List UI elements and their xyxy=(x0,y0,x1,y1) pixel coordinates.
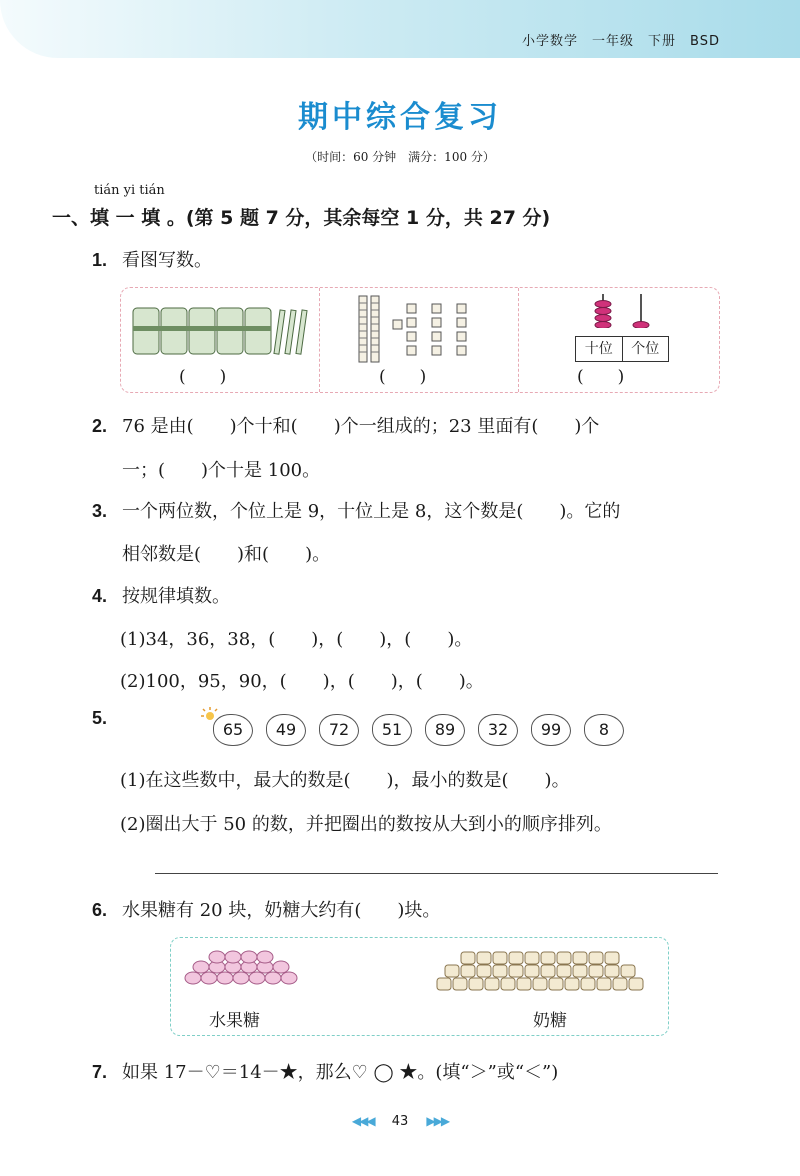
question-text: 如果 17－♡＝14－★，那么♡ ◯ ★。(填“＞”或“＜”) xyxy=(122,1062,559,1083)
question-text: 一个两位数，个位上是 9，十位上是 8，这个数是( )。它的 xyxy=(122,501,621,522)
fruit-candy-icon xyxy=(181,950,306,992)
question-4-part2: (2)100，95，90，( )，( )，( )。 xyxy=(120,671,484,692)
number-bubble[interactable]: 72 xyxy=(319,714,359,746)
sticks-illustration xyxy=(129,302,309,358)
cubes-illustration xyxy=(357,294,487,364)
prev-arrows-icon: ◀◀◀ xyxy=(351,1114,374,1128)
question-6 xyxy=(92,896,440,922)
number-bubble[interactable]: 51 xyxy=(372,714,412,746)
question-2-line2: 一；( )个十是 100。 xyxy=(122,460,321,481)
book-info: 小学数学 一年级 下册 BSD xyxy=(522,34,720,49)
page-title: 期中综合复习 xyxy=(298,100,502,135)
answer-blank[interactable]: ( ) xyxy=(577,367,625,387)
number-bubble[interactable]: 32 xyxy=(478,714,518,746)
question-text: 76 是由( )个十和( )个一组成的；23 里面有( )个 xyxy=(122,416,600,437)
abacus-place-table xyxy=(575,336,669,362)
divider xyxy=(518,288,519,392)
question-4-part1: (1)34，36，38，( )，( )，( )。 xyxy=(120,629,473,650)
number-bubbles xyxy=(213,714,637,746)
unit-cubes-icon xyxy=(393,304,466,355)
page-subtitle: （时间：60 分钟 满分：100 分） xyxy=(305,150,495,164)
ones-label: 个位 xyxy=(631,341,660,357)
answer-blank[interactable]: ( ) xyxy=(179,367,227,387)
question-7 xyxy=(92,1058,752,1084)
picture-box xyxy=(120,287,720,393)
number-bubble[interactable]: 99 xyxy=(531,714,571,746)
number-bubble[interactable]: 49 xyxy=(266,714,306,746)
question-3-line2: 相邻数是( )和( )。 xyxy=(122,544,331,565)
question-number: 1. xyxy=(92,250,108,270)
milk-candy-label: 奶糖 xyxy=(533,1011,567,1031)
number-bubble[interactable]: 8 xyxy=(584,714,624,746)
number-bubble[interactable]: 89 xyxy=(425,714,465,746)
single-sticks-icon xyxy=(274,310,307,354)
question-1 xyxy=(92,246,212,272)
question-4 xyxy=(92,582,230,608)
question-number: 5. xyxy=(92,708,108,728)
question-5-part1: (1)在这些数中，最大的数是( )，最小的数是( )。 xyxy=(120,770,570,791)
question-number: 7. xyxy=(92,1062,108,1082)
question-number: 2. xyxy=(92,416,108,436)
question-number: 4. xyxy=(92,586,108,606)
question-3 xyxy=(92,497,732,523)
header-band xyxy=(0,0,800,58)
milk-candy-icon xyxy=(433,944,661,996)
question-text: 按规律填数。 xyxy=(122,586,230,607)
question-5-part2: (2)圈出大于 50 的数，并把圈出的数按从大到小的顺序排列。 xyxy=(120,814,612,835)
candy-picture-box xyxy=(170,937,669,1036)
abacus-icon xyxy=(571,292,671,328)
question-number: 6. xyxy=(92,900,108,920)
question-text: 水果糖有 20 块，奶糖大约有( )块。 xyxy=(122,900,441,921)
divider xyxy=(319,288,320,392)
question-5 xyxy=(92,708,122,729)
next-arrows-icon: ▶▶▶ xyxy=(426,1114,449,1128)
question-2 xyxy=(92,412,732,438)
question-text: 看图写数。 xyxy=(122,250,212,271)
answer-line[interactable] xyxy=(155,873,718,874)
section-pinyin: tián yi tián xyxy=(94,183,165,198)
question-number: 3. xyxy=(92,501,108,521)
stick-bundles-icon xyxy=(133,308,271,354)
page-footer xyxy=(0,1114,800,1129)
page-number: 43 xyxy=(391,1114,409,1129)
ten-rod-icon xyxy=(359,296,379,362)
fruit-candy-label: 水果糖 xyxy=(209,1011,260,1031)
answer-blank[interactable]: ( ) xyxy=(379,367,427,387)
tens-label: 十位 xyxy=(576,337,623,361)
number-bubble[interactable]: 65 xyxy=(213,714,253,746)
section-heading: 一、填 一 填 。(第 5 题 7 分，其余每空 1 分，共 27 分) xyxy=(52,207,551,229)
